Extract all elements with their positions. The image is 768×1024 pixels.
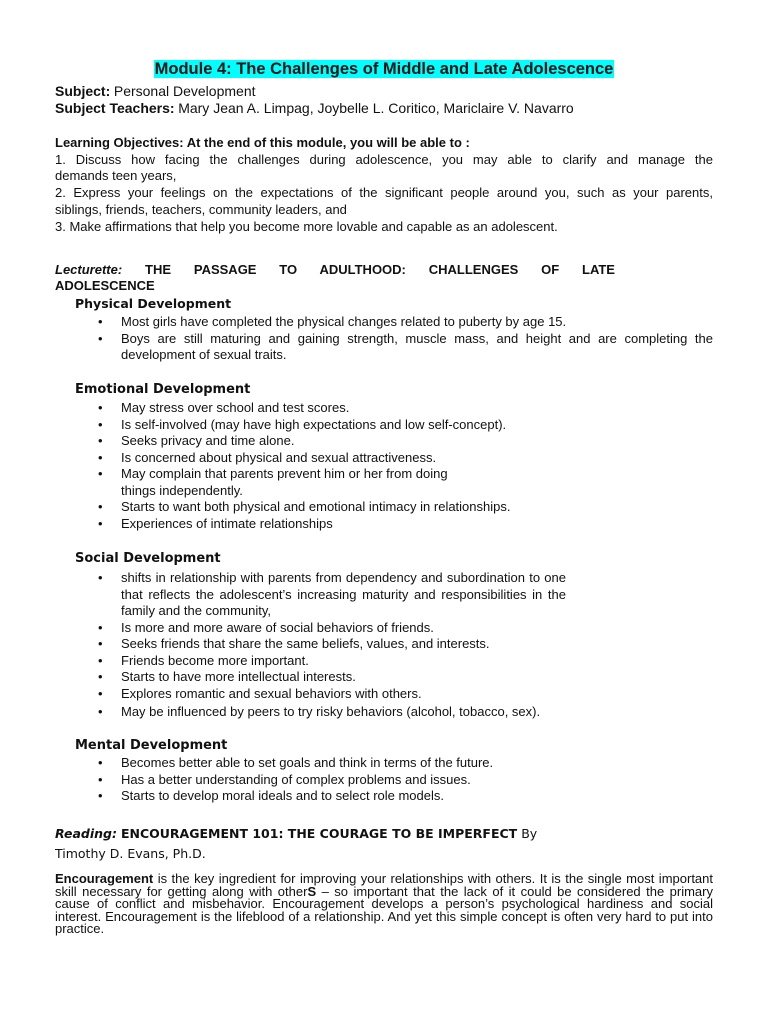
objective-3: 3. Make affirmations that help you become more lovable and capable as an adolescent. [55,219,558,234]
subject-line [55,83,256,100]
encouragement-paragraph [55,873,713,936]
list-item: • Explores romantic and sexual behaviors with others. [86,686,566,703]
objectives-heading: Learning Objectives: At the end of this module, you will be able to : [55,135,470,150]
list-item: • Becomes better able to set goals and think in terms of the future. [86,755,586,772]
list-item: • Seeks friends that share the same beliefs, values, and interests. [86,636,566,653]
lecturette-title-line-2: ADOLESCENCE [55,278,155,293]
physical-heading: Physical Development [75,296,232,311]
objective-1-line-2: demands teen years, [55,168,177,183]
list-item: • Boys are still maturing and gaining strength, muscle mass, and height and are completing the development of sexual traits. [86,331,713,364]
social-list [86,570,566,721]
emotional-heading: Emotional Development [75,382,251,397]
list-item: • Is self-involved (may have high expectations and low self-concept). [86,417,586,434]
objective-1-line-1: 1. Discuss how facing the challenges during adolescence, you may able to clarify and manage the [55,152,713,167]
subject-value: Personal Development [113,83,256,99]
emotional-list [86,400,586,532]
reading-label: Reading: [55,826,117,841]
list-item: • Has a better understanding of complex problems and issues. [86,772,586,789]
module-title: Module 4: The Challenges of Middle and Late Adolescence [154,60,614,78]
lecturette-title-1: THE PASSAGE TO ADULTHOOD: CHALLENGES OF LATE [145,262,615,277]
encouragement-text-s: S [307,883,317,899]
list-item: • May complain that parents prevent him or her from doing things independently. [86,466,461,499]
list-item: • Starts to have more intellectual interests. [86,669,566,686]
mental-list [86,755,586,805]
reading-author: Timothy D. Evans, Ph.D. [55,846,206,861]
list-item: • Most girls have completed the physical changes related to puberty by age 15. [86,314,713,331]
list-item: • shifts in relationship with parents from dependency and subordination to one that reflects the adolescent’s increasing maturity and responsibilities in the family and the community, [86,570,566,620]
module-title-wrap [0,60,768,79]
reading-title-line [55,826,537,842]
reading-title: ENCOURAGEMENT 101: THE COURAGE TO BE IMPERFECT [120,826,518,841]
list-item: • Experiences of intimate relationships [86,516,586,533]
social-heading: Social Development [75,551,221,566]
list-item: • Friends become more important. [86,653,566,670]
encouragement-term: Encouragement [55,871,154,886]
list-item: • Starts to develop moral ideals and to select role models. [86,788,586,805]
list-item: • May stress over school and test scores. [86,400,586,417]
list-item: • May be influenced by peers to try risky behaviors (alcohol, tobacco, sex). [86,704,566,721]
reading-by: By [521,826,538,841]
physical-list [86,314,713,364]
lecturette-title-line-1 [55,262,615,278]
list-item: • Is concerned about physical and sexual attractiveness. [86,450,586,467]
list-item: • Starts to want both physical and emotional intimacy in relationships. [86,499,586,516]
teachers-line [55,100,574,117]
list-item: • Seeks privacy and time alone. [86,433,586,450]
teachers-value: Mary Jean A. Limpag, Joybelle L. Coritico, Mariclaire V. Navarro [178,100,574,116]
encouragement-text-b: – so important that the lack of it could be considered the primary cause of conflict and misbehavior. Encouragement develops a person’s psychological hardiness and social interest. Encouragement is the lifeblood of a relationship. And yet this simple concept is often very hard to put into practice. [55,883,713,936]
lecturette-label: Lecturette: [55,262,123,277]
mental-heading: Mental Development [75,738,228,753]
encouragement-text-a: is the key ingredient for improving your relationships with others. It is the single most important skill necessary for getting along with other [55,871,713,899]
list-item: • Is more and more aware of social behaviors of friends. [86,620,566,637]
teachers-label: Subject Teachers: [55,100,175,116]
objective-2-line-2: siblings, friends, teachers, community leaders, and [55,202,347,217]
objective-2-line-1: 2. Express your feelings on the expectations of the significant people around you, such as your parents, [55,185,713,200]
subject-label: Subject: [55,83,111,99]
